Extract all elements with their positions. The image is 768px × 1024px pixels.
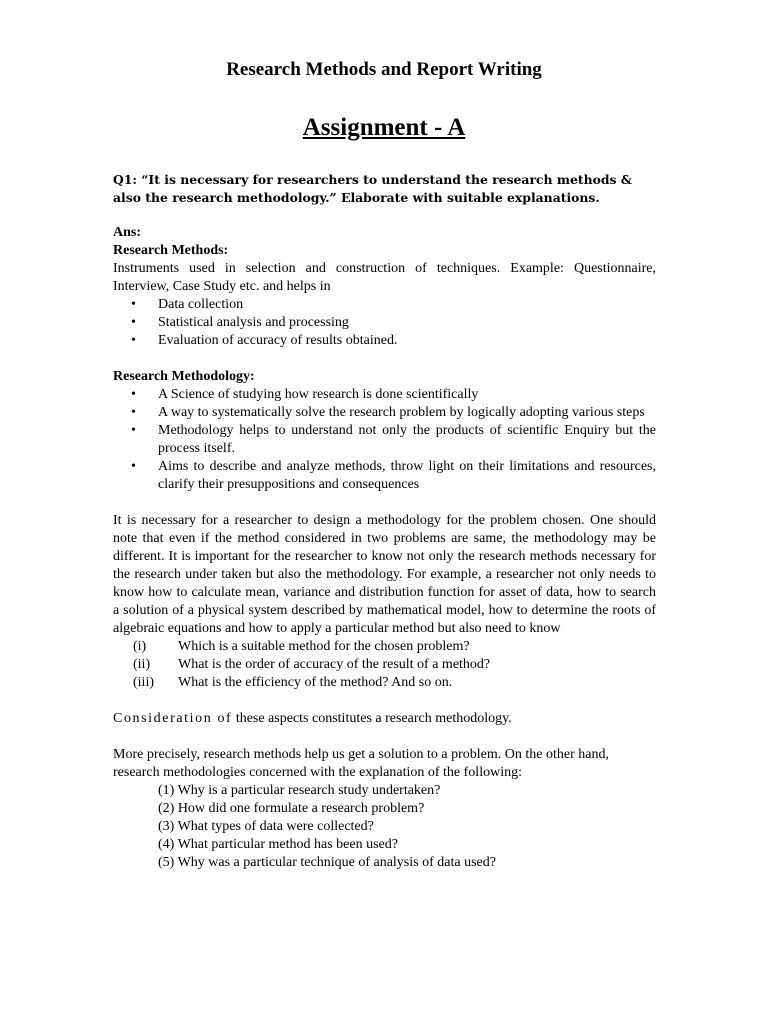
consideration-rest: these aspects constitutes a research methodology. — [235, 711, 512, 726]
course-title: Research Methods and Report Writing — [226, 59, 542, 80]
list-item-number: (i) — [133, 639, 147, 654]
list-item: • Methodology helps to understand not only the products of scientific Enquiry but the process itself. — [113, 422, 656, 458]
list-item-number: (iii) — [133, 675, 154, 690]
list-item: • Aims to describe and analyze methods, throw light on their limitations and resources, clarify their presuppositions and consequences — [113, 458, 656, 494]
assignment-title: Assignment - A — [302, 114, 466, 141]
list-item: (1) Why is a particular research study undertaken? — [158, 783, 441, 798]
research-methods-heading: Research Methods: — [113, 243, 229, 258]
list-item-text: Which is a suitable method for the chosen problem? — [178, 639, 470, 654]
list-item-text: What is the efficiency of the method? And so on. — [178, 675, 453, 690]
research-methods-list — [113, 296, 656, 350]
list-item — [113, 638, 656, 656]
roman-list — [113, 638, 656, 692]
list-item: (4) What particular method has been used? — [158, 837, 398, 852]
list-item-number: (ii) — [133, 657, 151, 672]
list-item-text: What is the order of accuracy of the result of a method? — [178, 657, 491, 672]
methodology-paragraph: It is necessary for a researcher to design a methodology for the problem chosen. One should note that even if the method considered in two problems are same, the methodology may be different. It is important for the researcher to know not only the research methods necessary for the research under taken but also the methodology. For example, a researcher not only needs to know how to calculate mean, variance and distribution function for asset of data, how to search a solution of a physical system described by mathematical model, how to determine the roots of algebraic equations and how to apply a particular method but also need to know — [113, 513, 656, 636]
research-methodology-heading: Research Methodology: — [113, 369, 255, 384]
list-item: • A way to systematically solve the research problem by logically adopting various steps — [113, 404, 656, 422]
list-item: (2) How did one formulate a research problem? — [158, 801, 425, 816]
consideration-line — [113, 710, 656, 728]
research-methodology-list — [113, 386, 656, 494]
list-item: • Data collection — [113, 296, 656, 314]
consideration-lead: Consideration of — [113, 711, 233, 726]
list-item: (3) What types of data were collected? — [158, 819, 374, 834]
list-item: (5) Why was a particular technique of analysis of data used? — [158, 855, 496, 870]
list-item — [113, 674, 656, 692]
ans-label: Ans: — [113, 225, 142, 240]
answer-section — [113, 224, 656, 872]
question-text: Q1: “It is necessary for researchers to understand the research methods & also the research methodology.” Elaborate with suitable explanations. — [113, 172, 632, 205]
research-methods-intro: Instruments used in selection and construction of techniques. Example: Questionnaire, Interview, Case Study etc. and helps in — [113, 261, 656, 294]
list-item — [113, 656, 656, 674]
precisely-paragraph: More precisely, research methods help us get a solution to a problem. On the other hand, research methodologies concerned with the explanation of the following: — [113, 747, 609, 780]
numbered-list — [113, 782, 656, 872]
list-item: • A Science of studying how research is done scientifically — [113, 386, 656, 404]
list-item: • Evaluation of accuracy of results obtained. — [113, 332, 656, 350]
list-item: • Statistical analysis and processing — [113, 314, 656, 332]
